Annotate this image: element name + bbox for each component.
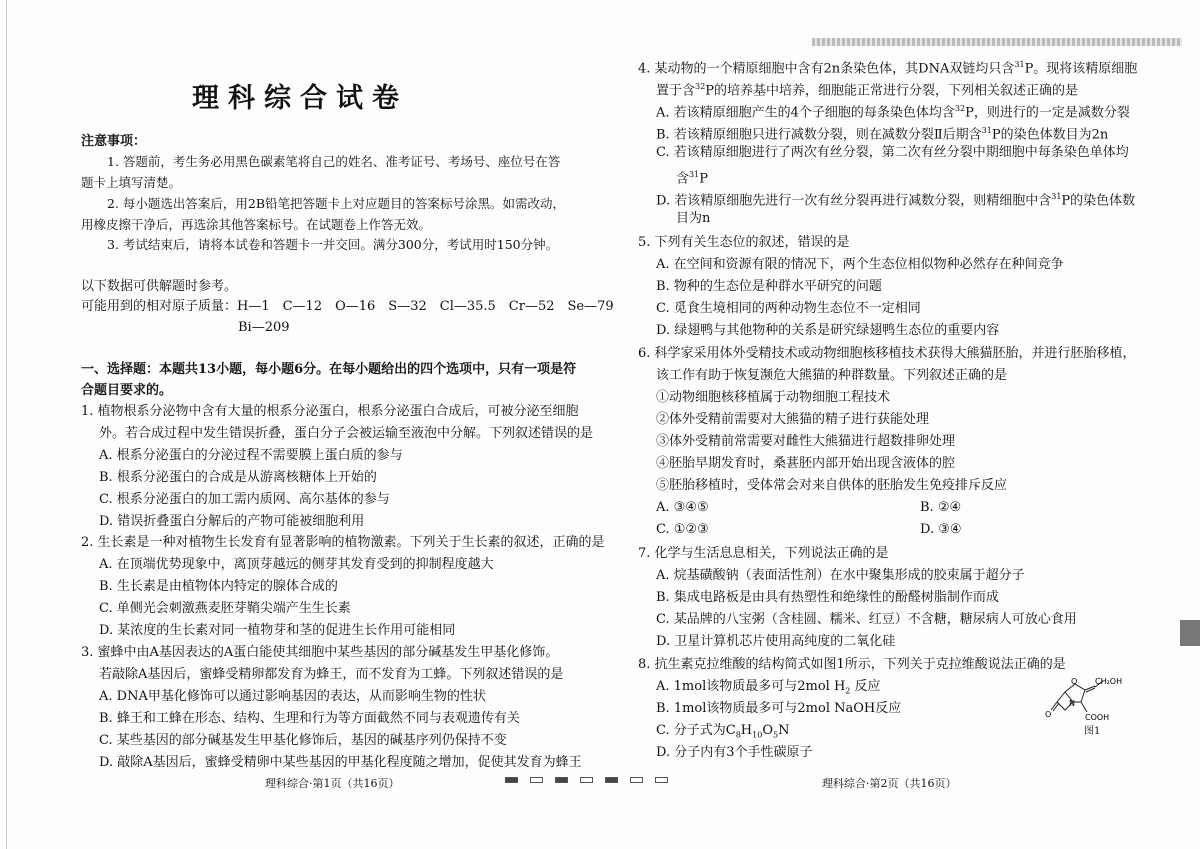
q5-option-a: A. 在空间和资源有限的情况下，两个生态位相似物种必然存在种间竞争 — [656, 257, 1064, 272]
q7-option-b: B. 集成电路板是由具有热塑性和绝缘性的酚醛树脂制作而成 — [656, 590, 999, 605]
q6-statement-3: ③体外受精前常需要对雌性大熊猫进行超数排卵处理 — [656, 434, 956, 449]
q8-option-d: D. 分子内有3个手性碳原子 — [656, 745, 813, 760]
q4-option-a: A. 若该精原细胞产生的4个子细胞的每条染色体均含$^{32}$P，则进行的一定是减数分裂 — [656, 104, 1130, 121]
notice-item-1a: 1. 答题前，考生务必用黑色碳素笔将自己的姓名、准考证号、考场号、座位号在答 — [107, 154, 561, 169]
q1-option-b: B. 根系分泌蛋白的合成是从游离核糖体上开始的 — [99, 470, 377, 485]
q5-option-b: B. 物种的生态位是种群水平研究的问题 — [656, 279, 882, 294]
q6-stem-cont: 该工作有助于恢复濒危大熊猫的种群数量。下列叙述正确的是 — [656, 368, 1008, 383]
q4-option-d: D. 若该精原细胞先进行一次有丝分裂再进行减数分裂，则精细胞中含$^{31}$P的染色体数 — [656, 192, 1136, 209]
atomic-masses-cont: Bi—209 — [238, 320, 290, 335]
q6-statement-2: ②体外受精前需要对大熊猫的精子进行获能处理 — [656, 412, 930, 427]
q6-option-a: A. ③④⑤ — [656, 500, 709, 515]
notice-item-2a: 2. 每小题选出答案后，用2B铅笔把答题卡上对应题目的答案标号涂黑。如需改动， — [107, 196, 566, 211]
q2-stem: 2. 生长素是一种对植物生长发育有显著影响的植物激素。下列关于生长素的叙述，正确的是 — [81, 535, 605, 550]
q8-option-a: A. 1mol该物质最多可与2mol $H_2$ 反应 — [656, 679, 881, 696]
q6-stem: 6. 科学家采用体外受精技术或动物细胞核移植技术获得大熊猫胚胎，并进行胚胎移植， — [638, 346, 1136, 361]
q6-statement-4: ④胚胎早期发育时，桑葚胚内部开始出现含液体的腔 — [656, 456, 956, 471]
reference-intro: 以下数据可供解题时参考。 — [81, 279, 238, 294]
cooh-label: COOH — [1085, 713, 1110, 722]
q2-option-b: B. 生长素是由植物体内特定的腺体合成的 — [99, 579, 338, 594]
q2-option-c: C. 单侧光会刺激燕麦胚芽鞘尖端产生生长素 — [99, 601, 351, 616]
exam-title: 理科综合试卷 — [192, 83, 408, 114]
q1-stem-cont: 外。若合成过程中发生错误折叠，蛋白分子会被运输至液泡中分解。下列叙述错误的是 — [99, 426, 594, 441]
q2-option-d: D. 某浓度的生长素对同一植物芽和茎的促进生长作用可能相同 — [99, 623, 456, 638]
scan-mark — [555, 777, 568, 783]
q6-statement-5: ⑤胚胎移植时，受体常会对来自供体的胚胎发生免疫排斥反应 — [656, 478, 1008, 493]
q3-option-d: D. 敲除A基因后，蜜蜂受精卵中某些基因的甲基化程度随之增加，促使其发育为蜂王 — [99, 755, 582, 770]
footer-page-2: 理科综合·第2页（共16页） — [822, 777, 957, 790]
q8-stem: 8. 抗生素克拉维酸的结构简式如图1所示，下列关于克拉维酸说法正确的是 — [638, 657, 1066, 672]
notice-item-2b: 用橡皮擦干净后，再选涂其他答案标号。在试题卷上作答无效。 — [81, 217, 432, 232]
q7-stem: 7. 化学与生活息息相关，下列说法正确的是 — [638, 546, 889, 561]
q6-option-b: B. ②④ — [920, 500, 962, 515]
q1-stem: 1. 植物根系分泌物中含有大量的根系分泌蛋白，根系分泌蛋白合成后，可被分泌至细胞 — [81, 404, 579, 419]
ring-oxygen-label: O — [1071, 677, 1078, 686]
section-heading: 一、选择题：本题共13小题，每小题6分。在每小题给出的四个选项中，只有一项是符 — [81, 362, 577, 377]
atomic-masses: 可能用到的相对原子质量：H—1 C—12 O—16 S—32 Cl—35.5 Cr—52 Se—79 — [81, 299, 614, 314]
q8-option-b: B. 1mol该物质最多可与2mol NaOH反应 — [656, 701, 902, 716]
scan-mark — [580, 777, 593, 783]
footer-page-1: 理科综合·第1页（共16页） — [265, 777, 400, 790]
section-heading-cont: 合题目要求的。 — [81, 383, 173, 398]
q6-statement-1: ①动物细胞核移植属于动物细胞工程技术 — [656, 390, 891, 405]
q1-option-a: A. 根系分泌蛋白的分泌过程不需要膜上蛋白质的参与 — [99, 448, 403, 463]
q4-option-c-cont: 含$^{31}$P — [676, 170, 708, 187]
q1-option-d: D. 错误折叠蛋白分解后的产物可能被细胞利用 — [99, 514, 365, 529]
q3-option-c: C. 某些基因的部分碱基发生甲基化修饰后，基因的碱基序列仍保持不变 — [99, 733, 507, 748]
q3-stem: 3. 蜜蜂中由A基因表达的A蛋白能使其细胞中某些基因的部分碱基发生甲基化修饰。 — [81, 645, 559, 660]
q5-stem: 5. 下列有关生态位的叙述，错误的是 — [638, 235, 850, 250]
q7-option-a: A. 烷基磺酸钠（表面活性剂）在水中聚集形成的胶束属于超分子 — [656, 568, 1025, 583]
q3-option-b: B. 蜂王和工蜂在形态、结构、生理和行为等方面截然不同与表观遗传有关 — [99, 711, 520, 726]
q5-option-d: D. 绿翅鸭与其他物种的关系是研究绿翅鸭生态位的重要内容 — [656, 323, 1000, 338]
ch2oh-label: CH₂OH — [1095, 677, 1123, 686]
figure-label: 图1 — [1084, 726, 1101, 737]
notice-heading: 注意事项： — [81, 134, 147, 149]
q3-option-a: A. DNA甲基化修饰可以通过影响基因的表达，从而影响生物的性状 — [99, 689, 486, 704]
q1-option-c: C. 根系分泌蛋白的加工需内质网、高尔基体的参与 — [99, 492, 390, 507]
q6-option-d: D. ③④ — [920, 522, 962, 537]
scan-mark — [530, 777, 543, 783]
q6-option-c: C. ①②③ — [656, 522, 709, 537]
q4-stem: 4. 某动物的一个精原细胞中含有2n条染色体，其DNA双链均只含$^{31}$P。现将该精原细胞 — [638, 60, 1138, 77]
q4-option-c: C. 若该精原细胞进行了两次有丝分裂，第二次有丝分裂中期细胞中每条染色单体均 — [656, 145, 1129, 160]
q5-option-c: C. 觅食生境相同的两种动物生态位不一定相同 — [656, 301, 921, 316]
q8-option-c: C. 分子式为$C_8H_{10}O_5N$ — [656, 723, 790, 740]
carbonyl-oxygen-label: O — [1045, 710, 1052, 719]
q7-option-c: C. 某品牌的八宝粥（含桂圆、糯米、红豆）不含糖，糖尿病人可放心食用 — [656, 612, 1077, 627]
q4-stem-cont: 置于含$^{32}$P的培养基中培养，细胞能正常进行分裂，下列相关叙述正确的是 — [656, 82, 1078, 99]
q4-option-b: B. 若该精原细胞只进行减数分裂，则在减数分裂Ⅱ后期含$^{31}$P的染色体数目为2n — [656, 126, 1109, 143]
scan-mark — [505, 777, 518, 783]
nitrogen-label: N — [1069, 699, 1075, 708]
q2-option-a: A. 在顶端优势现象中，离顶芽越远的侧芽其发育受到的抑制程度越大 — [99, 557, 494, 572]
q7-option-d: D. 卫星计算机芯片使用高纯度的二氧化硅 — [656, 634, 896, 649]
q3-stem-cont: 若敲除A基因后，蜜蜂受精卵都发育为蜂王，而不发育为工蜂。下列叙述错误的是 — [99, 667, 564, 682]
notice-item-1b: 题卡上填写清楚。 — [81, 175, 182, 190]
q4-option-d-cont: 目为n — [676, 211, 711, 226]
notice-item-3: 3. 考试结束后，请将本试卷和答题卡一并交回。满分300分，考试用时150分钟。 — [107, 237, 559, 252]
